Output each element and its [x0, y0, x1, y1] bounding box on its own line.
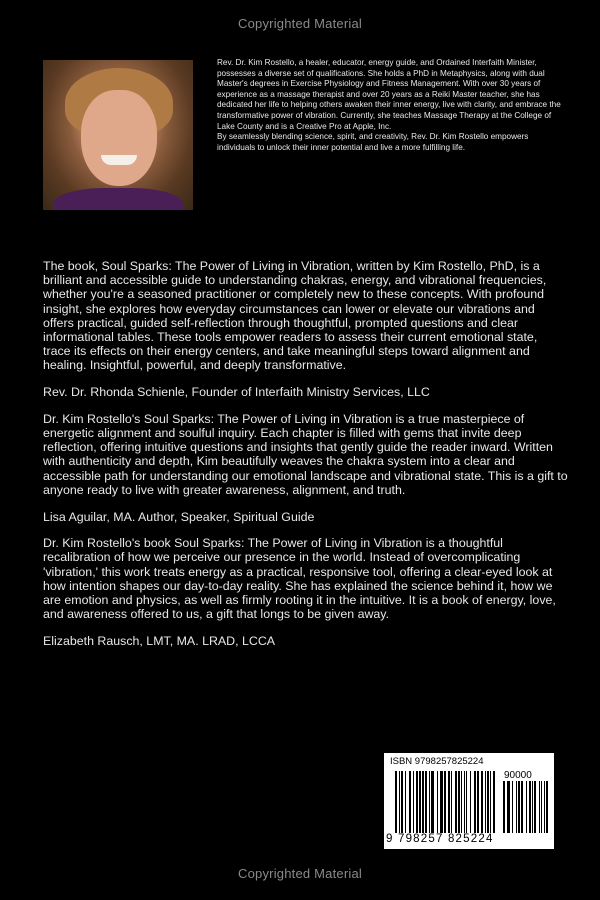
- copyright-watermark-bottom: Copyrighted Material: [238, 866, 362, 881]
- author-bio-paragraph: Rev. Dr. Kim Rostello, a healer, educator, energy guide, and Ordained Interfaith Minister, possesses a diverse set of qualifications. She holds a PhD in Metaphysics, along with dual Master's degrees in Exercise Physiology and Fitness Management. With over 30 years of experience as a massage therapist and over 20 years as a Reiki Master teacher, she has dedicated her life to helping others awaken their inner energy, live with clarity, and embrace the transformative power of vibration. Currently, she teaches Massage Therapy at the College of Lake County and is a Creative Pro at Apple, Inc.: [217, 58, 561, 131]
- copyright-watermark-top: Copyrighted Material: [238, 16, 362, 31]
- isbn-label: ISBN 9798257825224: [390, 756, 484, 767]
- review-text: Dr. Kim Rostello's Soul Sparks: The Power of Living in Vibration is a true masterpiece of energetic alignment and soulful inquiry. Each chapter is filled with gems that invite deep reflection, offering intuitive questions and insights that gently guide the reader inward. Written with authenticity and depth, Kim beautifully weaves the chakra system into a clear and accessible path for understanding our emotional landscape and vibrational state. This is a gift to anyone ready to live with greater awareness, alignment, and truth.: [43, 411, 568, 497]
- review-author: Elizabeth Rausch, LMT, MA. LRAD, LCCA: [43, 633, 276, 648]
- review-text: Dr. Kim Rostello's book Soul Sparks: The Power of Living in Vibration is a thoughtful recalibration of how we perceive our presence in the world. Instead of overcomplicating 'vibration,' this work treats energy as a practical, responsive tool, offering a clear-eyed look at how intention shapes our day-to-day reality. She has explained the science behind it, how we are emotion and physics, as well as firmly rooting it in the intuitive. It is a book of energy, love, and awareness offered to us, a gift that longs to be given away.: [43, 536, 556, 622]
- author-photo: [43, 60, 193, 210]
- review-author: Rev. Dr. Rhonda Schienle, Founder of Interfaith Ministry Services, LLC: [43, 385, 430, 400]
- author-bio-paragraph: By seamlessly blending science, spirit, and creativity, Rev. Dr. Kim Rostello empowers individuals to unlock their inner potential and live a more fulfilling life.: [217, 132, 529, 152]
- isbn-barcode: [384, 753, 554, 849]
- ean-barcode-bars: [394, 771, 498, 833]
- ean-digits: 9 798257 825224: [386, 833, 494, 845]
- review-text: The book, Soul Sparks: The Power of Living in Vibration, written by Kim Rostello, PhD, is a brilliant and accessible guide to understanding chakras, energy, and vibrational frequencies, whether you're a seasoned practitioner or completely new to these concepts. With profound insight, she explores how everyday circumstances can lower or elevate our vibrations and offers practical, guided self-reflection through thoughtful, prompted questions and clear informational tables. These tools empower readers to assess their current emotional state, trace its effects on their energy centers, and take meaningful steps toward alignment and healing. Insightful, powerful, and deeply transformative.: [43, 259, 547, 373]
- review-author: Lisa Aguilar, MA. Author, Speaker, Spiritual Guide: [43, 509, 315, 524]
- addon-barcode-bars: [502, 781, 548, 833]
- price-addon-digits: 90000: [504, 770, 532, 781]
- reviews-section: [43, 259, 568, 661]
- author-bio: [217, 58, 562, 153]
